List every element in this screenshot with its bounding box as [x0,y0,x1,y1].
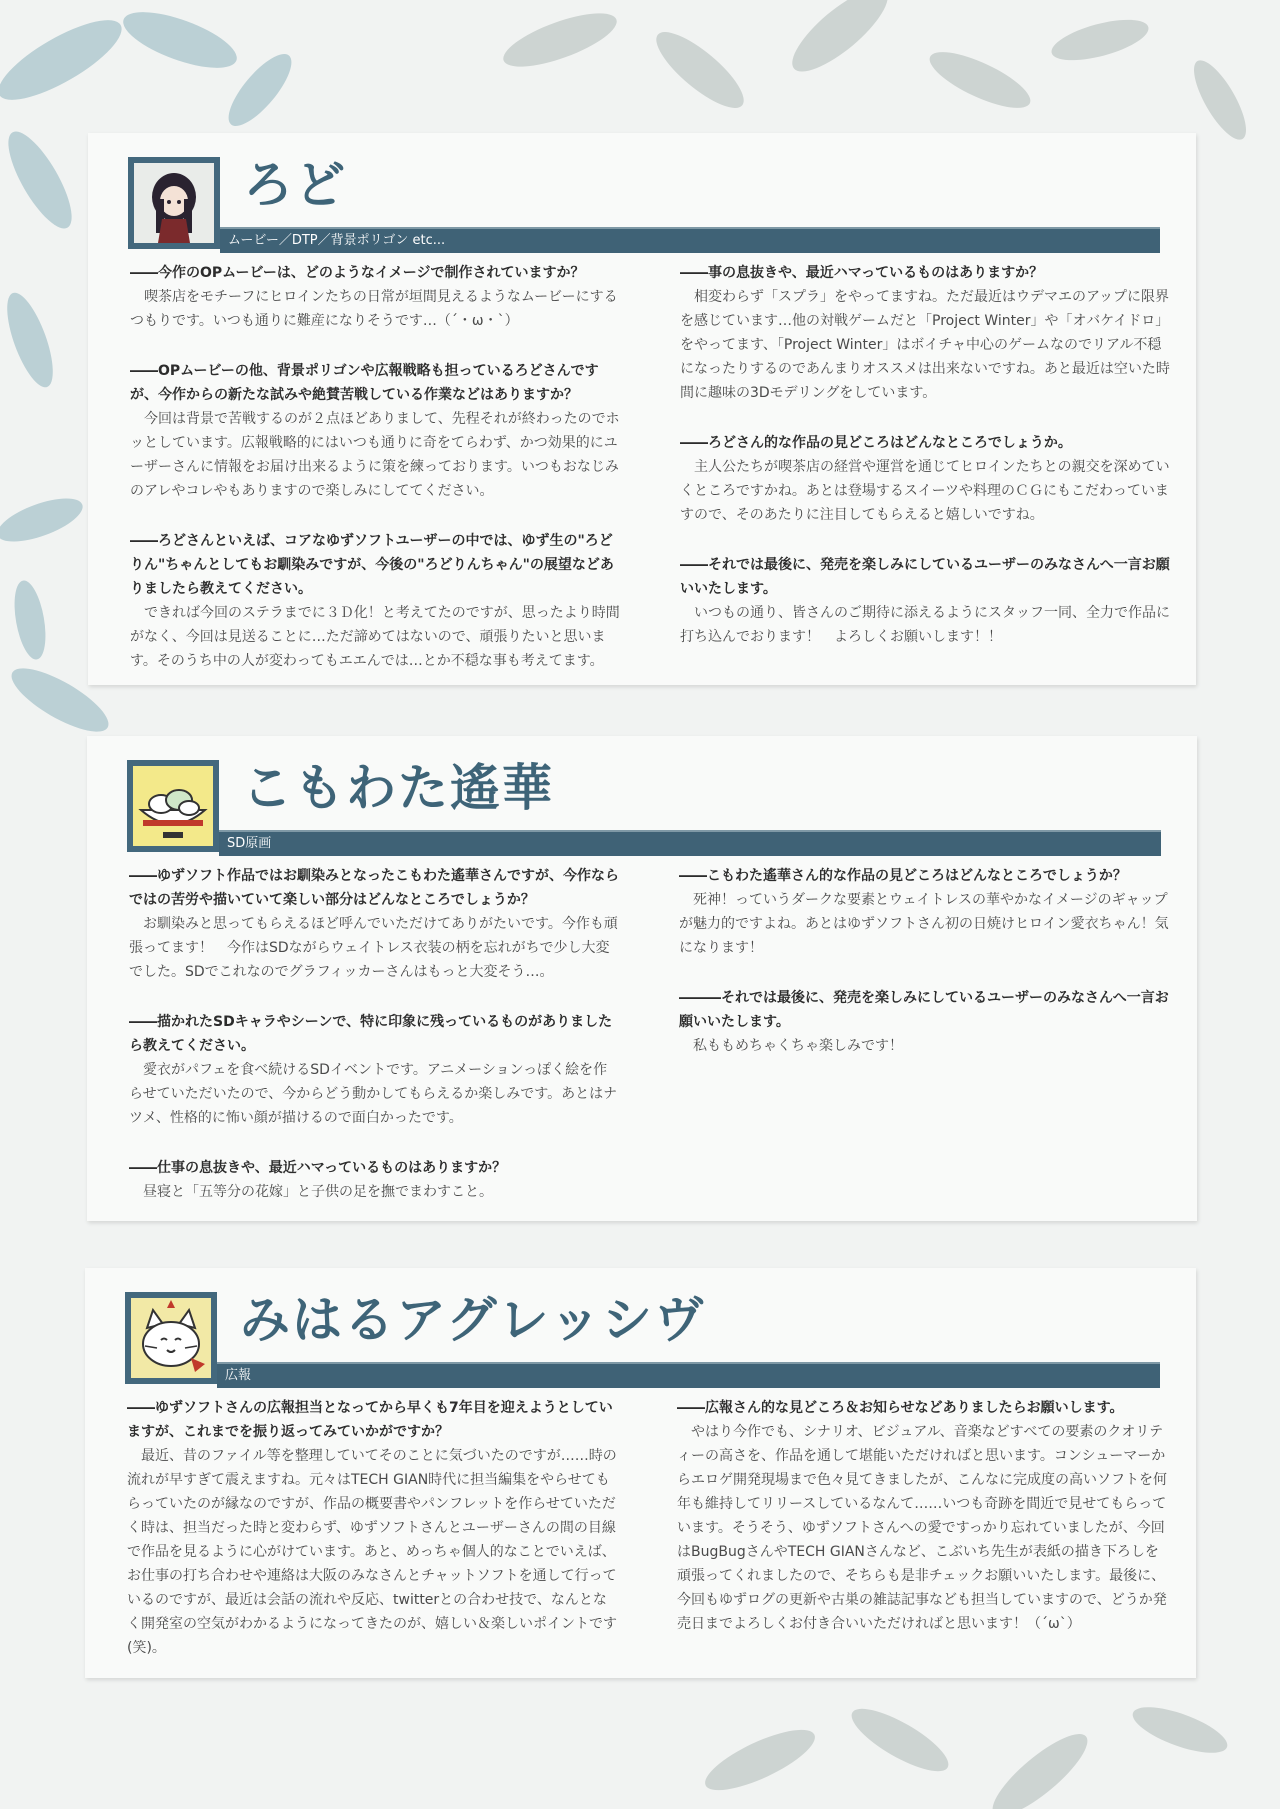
answer: 愛衣がパフェを食べ続けるSDイベントです。アニメーションっぽく絵を作らせていただいたので、今からどう動かしてもらえるか楽しみです。あとはナツメ、性格的に怖い顔が描けるので面白かったです。 [129,1062,618,1126]
staff-role: SD原画 [219,830,1161,856]
question: ――ゆずソフトさんの広報担当となってから早くも7年目を迎えようとしていますが、これまでを振り返ってみていかがですか？ [127,1400,613,1440]
staff-role: ムービー／DTP／背景ポリゴン etc... [220,227,1160,253]
girl-avatar-icon [134,163,214,243]
interview-column-right [677,1396,1167,1662]
question: ―――それでは最後に、発売を楽しみにしているユーザーのみなさんへ一言お願いいたします。 [679,990,1169,1030]
staff-panel-rodo [88,133,1196,685]
answer: 私ももめちゃくちゃ楽しみです！ [693,1038,903,1054]
interview-column-left [127,1396,617,1686]
qa-item [679,864,1169,960]
question: ――OPムービーの他、背景ポリゴンや広報戦略も担っているろどさんですが、今作からの新たな試みや絶賛苦戦している作業などはありますか？ [130,363,599,403]
answer: 死神！っていうダークな要素とウェイトレスの華やかなイメージのギャップが魅力的ですよね。あとはゆずソフトさん初の日焼けヒロイン愛衣ちゃん！気になります！ [679,892,1169,956]
question: ――広報さん的な見どころ＆お知らせなどありましたらお願いします。 [677,1400,1124,1416]
staff-name: みはるアグレッシヴ [240,1291,706,1349]
qa-item [680,261,1170,405]
answer: お馴染みと思ってもらえるほど呼んでいただけてありがたいです。今作も頑張ってます！ 今作はSDながらウェイトレス衣装の柄を忘れがちで少し大変でした。SDでこれなのでグラフィッカーさんはもっと大変そう…。 [129,916,618,980]
answer: いつもの通り、皆さんのご期待に添えるようにスタッフ一同、全力で作品に打ち込んでおります！ よろしくお願いします！！ [680,605,1170,645]
qa-item [129,1010,619,1130]
question: ――こもわた遙華さん的な作品の見どころはどんなところでしょうか？ [679,868,1127,884]
answer: 今回は背景で苦戦するのが２点ほどありまして、先程それが終わったのでホッとしています。広報戦略的にはいつも通りに奇をてらわず、かつ効果的にユーザーさんに情報をお届け出来るように策を練っております。いつもおなじみのアレやコレやもありますので楽しみにしててください。 [130,411,620,499]
interview-column-left [130,261,620,699]
answer: 喫茶店をモチーフにヒロインたちの日常が垣間見えるようなムービーにするつもりです。いつも通りに難産になりそうです…（´・ω・`） [130,289,618,329]
qa-item [680,431,1170,527]
answer: 相変わらず「スプラ」をやってますね。ただ最近はウデマエのアップに限界を感じています…他の対戦ゲームだと「Project Winter」や「オバケイドロ」をやってます、「Project Winter」はボイチャ中心のゲームなのでリアル不穏になったりするのであんまりオススメは出来ないですね。あと最近は空いた時間に趣味の3Dモデリングをしています。 [680,289,1170,401]
parfait-bowl-icon [133,766,213,846]
staff-panel-komowata [87,736,1197,1221]
cat-mascot-icon [131,1298,211,1378]
staff-panel-miharu [85,1268,1196,1678]
answer: 最近、昔のファイル等を整理していてそのことに気づいたのですが……時の流れが早すぎて震えますね。元々はTECH GIAN時代に担当編集をやらせてもらっていたのが縁なのですが、作品の概要書やパンフレットを作らせていただく時は、担当だった時と変わらず、ゆずソフトさんとユーザーさんの間の目線で作品を見るように心がけています。あと、めっちゃ個人的なことでいえば、お仕事の打ち合わせや連絡は大阪のみなさんとチャットソフトを通して行っているのですが、最近は会話の流れや反応、twitterとの合わせ技で、なんとなく開発室の空気がわかるようになってきたのが、嬉しい＆楽しいポイントです(笑)。 [127,1448,617,1656]
qa-item [679,986,1169,1058]
question: ――ろどさんといえば、コアなゆずソフトユーザーの中では、ゆず生の"ろどりん"ちゃんとしてもお馴染みですが、今後の"ろどりんちゃん"の展望などありましたら教えてください。 [130,533,614,597]
answer: 主人公たちが喫茶店の経営や運営を通じてヒロインたちとの親交を深めていくところですかね。あとは登場するスイーツや料理のＣＧにもこだわっていますので、そのあたりに注目してもらえると嬉しいですね。 [680,459,1170,523]
staff-header [125,1280,1160,1383]
qa-item [130,529,620,673]
question: ――ゆずソフト作品ではお馴染みとなったこもわた遙華さんですが、今作ならではの苦労や描いていて楽しい部分はどんなところでしょうか？ [129,868,619,908]
avatar [128,157,220,249]
interview-column-right [679,864,1169,1084]
qa-item [127,1396,617,1660]
question: ――それでは最後に、発売を楽しみにしているユーザーのみなさんへ一言お願いいたします。 [680,557,1170,597]
question: ――描かれたSDキャラやシーンで、特に印象に残っているものがありましたら教えてください。 [129,1014,613,1054]
interview-column-left [129,864,619,1230]
qa-item [130,261,620,333]
qa-item [677,1396,1167,1636]
staff-header [128,145,1160,248]
question: ――今作のOPムービーは、どのようなイメージで制作されていますか？ [130,265,585,281]
question: ――ろどさん的な作品の見どころはどんなところでしょうか。 [680,435,1072,451]
staff-name: こもわた遙華 [242,759,554,817]
avatar [125,1292,217,1384]
question: ――仕事の息抜きや、最近ハマっているものはありますか？ [129,1160,507,1176]
qa-item [129,1156,619,1204]
interview-column-right [680,261,1170,675]
avatar [127,760,219,852]
answer: 昼寝と「五等分の花嫁」と子供の足を撫でまわすこと。 [143,1184,493,1200]
answer: やはり今作でも、シナリオ、ビジュアル、音楽などすべての要素のクオリティーの高さを、作品を通して堪能いただければと思います。コンシューマーからエロゲ開発現場まで色々見てきましたが、こんなに完成度の高いソフトを何年も維持してリリースしているなんて……いつも奇跡を間近で見せてもらっています。そうそう、ゆずソフトさんへの愛ですっかり忘れていましたが、今回はBugBugさんやTECH GIANさんなど、こぶいち先生が表紙の描き下ろしを頑張ってくれましたので、そちらも是非チェックお願いいたします。最後に、今回もゆずログの更新や古巣の雑誌記事なども担当していますので、どうか発売日までよろしくお付き合いいただければと思います！（´ω`） [677,1424,1167,1632]
qa-item [130,359,620,503]
staff-header [127,748,1161,851]
staff-name: ろど [243,156,347,214]
qa-item [129,864,619,984]
qa-item [680,553,1170,649]
staff-role: 広報 [217,1362,1160,1388]
question: ――事の息抜きや、最近ハマっているものはありますか？ [680,265,1044,281]
answer: できれば今回のステラまでに３Ｄ化！と考えてたのですが、思ったより時間がなく、今回は見送ることに…ただ諦めてはないので、頑張りたいと思います。そのうち中の人が変わってもエエんでは…とか不穏な事も考えてます。 [130,605,620,669]
